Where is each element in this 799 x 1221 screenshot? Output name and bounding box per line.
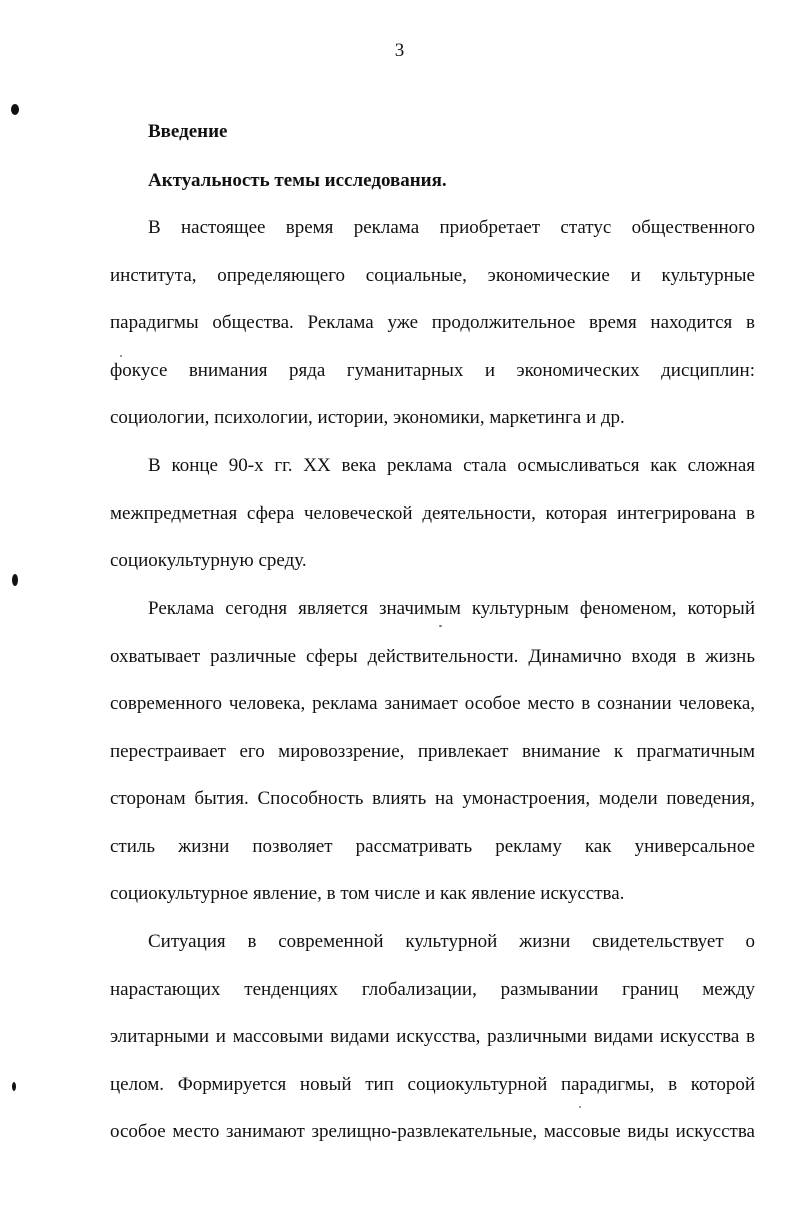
text-line: парадигмы общества. Реклама уже продолжительное время находится в — [110, 312, 755, 333]
text-line: сторонам бытия. Способность влиять на умонастроения, модели поведения, — [110, 788, 755, 809]
text-line: социологии, психологии, истории, экономики, маркетинга и др. — [110, 407, 625, 428]
text-line: В конце 90-х гг. XX века реклама стала осмысливаться как сложная — [148, 455, 755, 476]
text-line: современного человека, реклама занимает особое место в сознании человека, — [110, 693, 755, 714]
text-line: перестраивает его мировоззрение, привлекает внимание к прагматичным — [110, 741, 755, 762]
section-heading-introduction: Введение — [148, 121, 228, 142]
text-line: В настоящее время реклама приобретает статус общественного — [148, 217, 755, 238]
text-line: особое место занимают зрелищно-развлекательные, массовые виды искусства — [110, 1121, 755, 1142]
text-line: социокультурное явление, в том числе и как явление искусства. — [110, 883, 625, 904]
binding-mark-middle — [12, 574, 18, 586]
text-line: института, определяющего социальные, экономические и культурные — [110, 265, 755, 286]
text-line: охватывает различные сферы действительности. Динамично входя в жизнь — [110, 646, 755, 667]
text-line: Реклама сегодня является значимым культурным феноменом, который — [148, 598, 755, 619]
scan-speck — [439, 625, 442, 627]
binding-mark-bottom — [12, 1082, 16, 1091]
text-line: целом. Формируется новый тип социокультурной парадигмы, в которой — [110, 1074, 755, 1095]
text-line: нарастающих тенденциях глобализации, размывании границ между — [110, 979, 755, 1000]
section-heading-relevance: Актуальность темы исследования. — [148, 170, 447, 191]
text-line: межпредметная сфера человеческой деятельности, которая интегрирована в — [110, 503, 755, 524]
scan-speck — [579, 1106, 581, 1108]
page-number: 3 — [394, 40, 405, 61]
scan-speck — [120, 355, 122, 357]
text-line: Ситуация в современной культурной жизни свидетельствует о — [148, 931, 755, 952]
text-line: элитарными и массовыми видами искусства, различными видами искусства в — [110, 1026, 755, 1047]
text-line: фокусе внимания ряда гуманитарных и экономических дисциплин: — [110, 360, 755, 381]
text-line: социокультурную среду. — [110, 550, 307, 571]
binding-mark-top — [11, 104, 19, 115]
text-line: стиль жизни позволяет рассматривать рекламу как универсальное — [110, 836, 755, 857]
